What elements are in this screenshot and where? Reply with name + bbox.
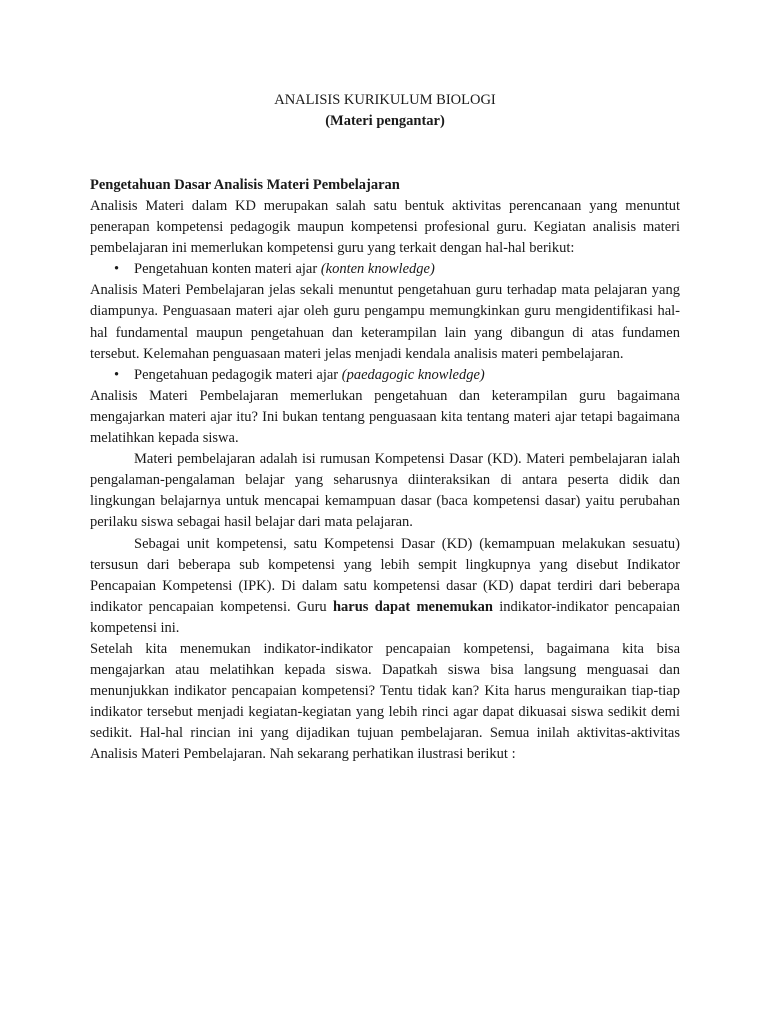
bullet-item-konten: [90, 259, 680, 280]
bullet-text: Pengetahuan konten materi ajar (konten knowledge): [134, 261, 435, 278]
paragraph-pedagogik: Analisis Materi Pembelajaran memerlukan pengetahuan dan keterampilan guru bagaimana mengajarkan materi ajar itu? Ini bukan tentang penguasaan kita tentang materi ajar tetapi bagaimana melatihkan kepada siswa.: [90, 387, 680, 447]
bullet-italic-term: (konten knowledge): [320, 261, 435, 278]
section-heading: Pengetahuan Dasar Analisis Materi Pembelajaran: [90, 177, 400, 193]
intro-paragraph: Analisis Materi dalam KD merupakan salah satu bentuk aktivitas perencanaan yang menuntut penerapan kompetensi pedagogik maupun kompetensi profesional guru. Kegiatan analisis materi pembelajaran ini memerlukan kompetensi guru yang terkait dengan hal-hal berikut:: [90, 198, 680, 257]
bullet-icon: •: [114, 261, 120, 278]
document-subtitle: (Materi pengantar): [325, 113, 445, 129]
bullet-icon: •: [114, 366, 120, 383]
bullet-italic-term: (paedagogic knowledge): [341, 366, 485, 383]
bullet-item-pedagogik: [90, 365, 680, 386]
bullet-text: Pengetahuan pedagogik materi ajar (paedagogic knowledge): [134, 366, 485, 383]
bold-emphasis: harus dapat menemukan: [332, 598, 493, 615]
paragraph-konten: Analisis Materi Pembelajaran jelas sekali menuntut pengetahuan guru terhadap mata pelajaran yang diampunya. Penguasaan materi ajar oleh guru pengampu memungkinkan guru mengidentifikasi hal-hal fundamental maupun pengetahuan dan keterampilan lain yang dibangun di atas fundamen tersebut. Kelemahan penguasaan materi jelas menjadi kendala analisis materi pembelajaran.: [90, 282, 680, 362]
paragraph-materi: Materi pembelajaran adalah isi rumusan Kompetensi Dasar (KD). Materi pembelajaran ialah pengalaman-pengalaman belajar yang seharusnya diinteraksikan di antara peserta didik dan lingkungan belajarnya untuk mencapai kemampuan dasar (baca kompetensi dasar) yaitu perubahan perilaku siswa sebagai hasil belajar dari mata pelajaran.: [90, 451, 680, 531]
document-page: [90, 90, 680, 766]
document-title: ANALISIS KURIKULUM BIOLOGI: [274, 92, 496, 108]
paragraph-kompetensi-dasar: Sebagai unit kompetensi, satu Kompetensi Dasar (KD) (kemampuan melakukan sesuatu) tersusun dari beberapa sub kompetensi yang lebih sempit lingkupnya yang disebut Indikator Pencapaian Kompetensi (IPK). Di dalam satu kompetensi dasar (KD) dapat terdiri dari beberapa indikator pencapaian kompetensi. Guru harus dapat menemukan indikator-indikator pencapaian kompetensi ini.: [90, 535, 680, 636]
paragraph-setelah: Setelah kita menemukan indikator-indikator pencapaian kompetensi, bagaimana kita bisa mengajarkan atau melatihkan kepada siswa. Dapatkah siswa bisa langsung menguasai dan menunjukkan indikator pencapaian kompetensi? Tentu tidak kan? Kita harus menguraikan tiap-tiap indikator tersebut menjadi kegiatan-kegiatan yang lebih rinci agar dapat dikuasai siswa sedikit demi sedikit. Hal-hal rincian ini yang dijadikan tujuan pembelajaran. Semua inilah aktivitas-aktivitas Analisis Materi Pembelajaran. Nah sekarang perhatikan ilustrasi berikut :: [90, 640, 680, 763]
